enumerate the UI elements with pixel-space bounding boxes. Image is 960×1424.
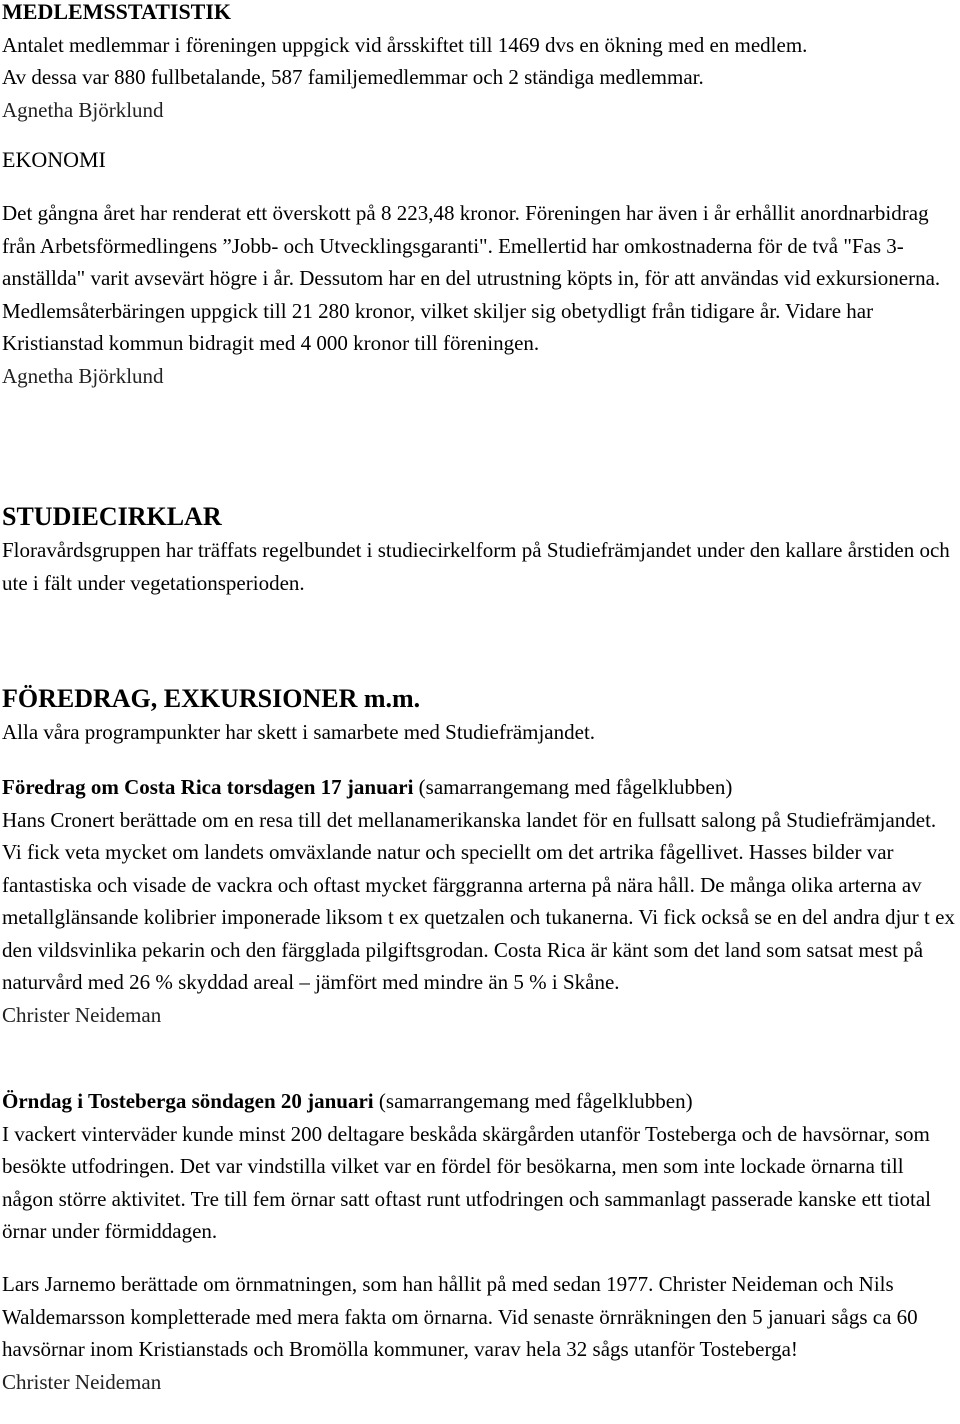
studie-paragraph: Floravårdsgruppen har träffats regelbundet i studiecirkelform på Studiefrämjandet under den kallare årstiden och ute i fält under vegetationsperioden. [2,538,950,595]
event-orndag-signature: Christer Neideman [2,1369,162,1394]
event-orndag-heading-line [2,1085,956,1118]
ekonomi-signature: Agnetha Björklund [2,363,164,388]
section-studiecirklar [2,500,956,599]
event-costa-rica-note: (samarrangemang med fågelklubben) [413,775,733,799]
event-costa-rica-signature: Christer Neideman [2,1002,162,1027]
event-orndag-note: (samarrangemang med fågelklubben) [373,1089,693,1113]
heading-medlemsstatistik: MEDLEMSSTATISTIK [2,0,232,24]
event-costa-rica-heading-line [2,771,956,804]
foredrag-intro: Alla våra programpunkter har skett i samarbete med Studiefrämjandet. [2,720,596,744]
medlem-signature: Agnetha Björklund [2,97,164,122]
event-costa-rica-text: Hans Cronert berättade om en resa till det mellanamerikanska landet för en fullsatt salong på Studiefrämjandet. Vi fick veta mycket om landets omväxlande natur och speciellt om det artrika fågellivet. Hasses bilder var fantastiska och visade de vackra och oftast mycket färggranna arterna på nära håll. De många olika arterna av metallglänsande kolibrier imponerade liksom t ex quetzalen och tukanerna. Vi fick också se en del andra djur t ex den vildsvinlika pekarin och den färgglada pilgiftsgrodan. Costa Rica är känt som det land som satsat mest på naturvård med 26 % skyddad areal – jämfört med mindre än 5 % i Skåne. [2,807,955,994]
event-orndag [2,1085,956,1248]
medlem-paragraph-2: Av dessa var 880 fullbetalande, 587 familjemedlemmar och 2 ständiga medlemmar. [2,65,704,89]
section-medlemsstatistik [2,0,956,126]
heading-ekonomi: EKONOMI [2,147,106,172]
ekonomi-paragraph: Det gångna året har renderat ett överskott på 8 223,48 kronor. Föreningen har även i år erhållit anordnarbidrag från Arbetsförmedlingens ”Jobb- och Utvecklingsgaranti". Emellertid har omkostnaderna för de två "Fas 3-anställda" varit avsevärt högre i år. Dessutom har en del utrustning köpts in, för att användas vid exkursionerna. Medlemsåterbäringen uppgick till 21 280 kronor, vilket skiljer sig obetydligt från tidigare år. Vidare har Kristianstad kommun bidragit med 4 000 kronor till föreningen. [2,201,941,355]
medlem-paragraph-1: Antalet medlemmar i föreningen uppgick vid årsskiftet till 1469 dvs en ökning med en medlem. [2,32,808,57]
section-foredrag [2,682,956,749]
event-orndag-text: I vackert vinterväder kunde minst 200 deltagare beskåda skärgården utanför Tosteberga och de havsörnar, som besökte utfodringen. Det var vindstilla vilket var en fördel för besökarna, men som inte lockade örnarna till någon större aktivitet. Tre till fem örnar satt oftast runt utfodringen och sammanlagt passerade kanske ett tiotal örnar under förmiddagen. [2,1121,932,1243]
section-ekonomi-body [2,197,956,392]
event-costa-rica-title: Föredrag om Costa Rica torsdagen 17 januari [2,775,414,799]
event-orndag-text-2: Lars Jarnemo berättade om örnmatningen, som han hållit på med sedan 1977. Christer Neideman och Nils Waldemarsson kompletterade med mera fakta om örnarna. Vid senaste örnräkningen den 5 januari sågs ca 60 havsörnar inom Kristianstads och Bromölla kommuner, varav hela 32 sågs utanför Tosteberga! [2,1272,918,1361]
heading-studiecirklar: STUDIECIRKLAR [2,502,222,531]
heading-foredrag: FÖREDRAG, EXKURSIONER m.m. [2,684,421,713]
event-orndag-title: Örndag i Tosteberga söndagen 20 januari [2,1089,374,1113]
event-costa-rica [2,771,956,1031]
section-ekonomi [2,144,956,177]
event-orndag-part2 [2,1268,956,1398]
